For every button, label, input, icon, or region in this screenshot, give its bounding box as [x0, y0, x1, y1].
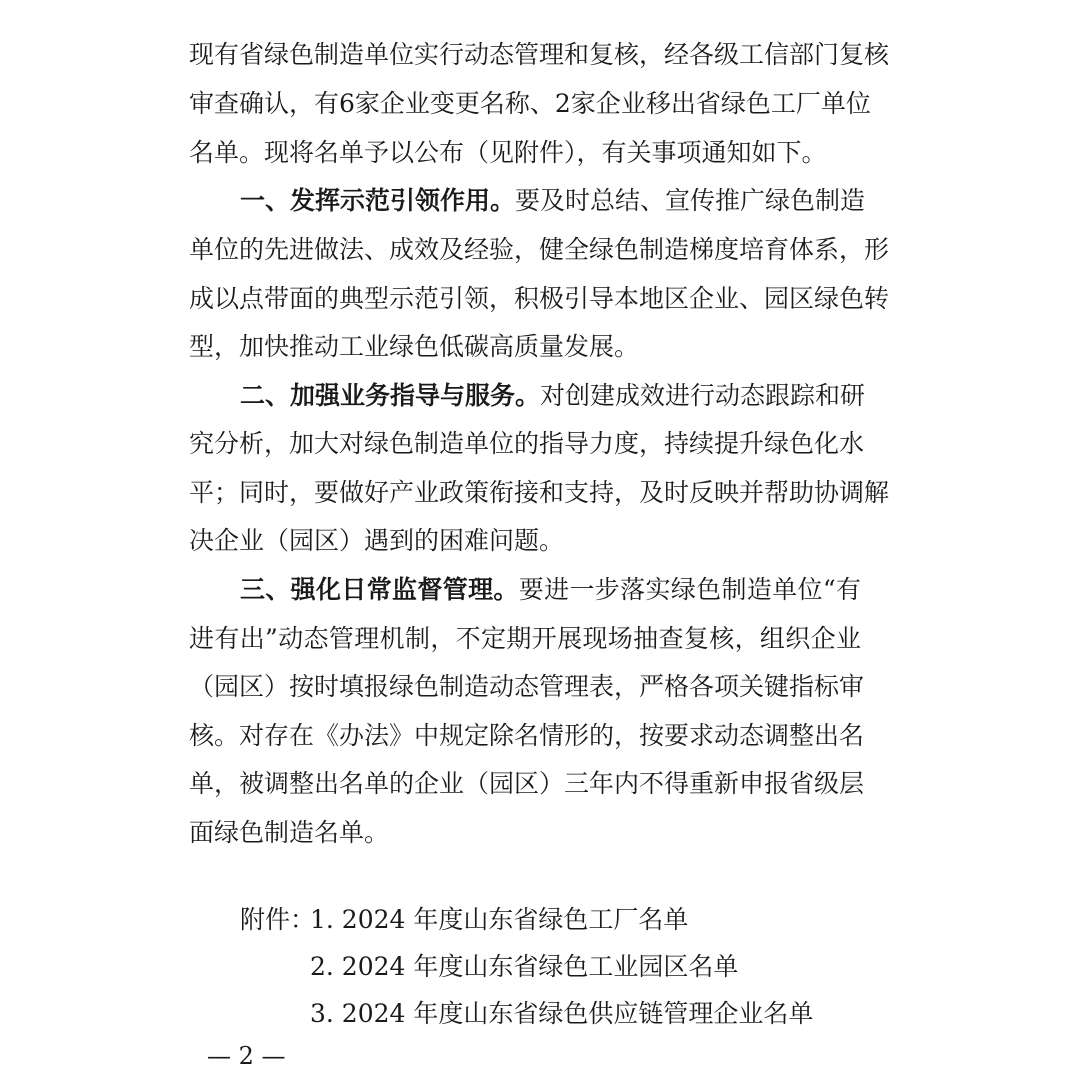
page-number: — 2 — — [207, 1042, 286, 1070]
section3-first-line-text: 要进一步落实绿色制造单位“有 — [518, 575, 861, 604]
section2-first-line — [240, 374, 866, 418]
section2-heading: 二、加强业务指导与服务。 — [240, 381, 541, 410]
section3-line-2: 进有出”动态管理机制，不定期开展现场抽查复核，组织企业 — [189, 624, 861, 653]
section3-line-3: （园区）按时填报绿色制造动态管理表，严格各项关键指标审 — [189, 672, 865, 701]
section2-first-line-text: 对创建成效进行动态跟踪和研 — [540, 381, 866, 410]
section3-first-line — [240, 568, 861, 612]
section1-first-line — [240, 179, 866, 223]
intro-line-2: 审查确认，有6家企业变更名称、2家企业移出省绿色工厂单位 — [189, 89, 871, 118]
section3-line-5: 单，被调整出名单的企业（园区）三年内不得重新申报省级层 — [189, 769, 865, 798]
attachment-item-1: 1. 2024 年度山东省绿色工厂名单 — [310, 905, 689, 934]
attachment-item-2: 2. 2024 年度山东省绿色工业园区名单 — [310, 952, 739, 981]
section1-line-3: 成以点带面的典型示范引领，积极引导本地区企业、园区绿色转 — [189, 284, 890, 313]
attachment-item-3: 3. 2024 年度山东省绿色供应链管理企业名单 — [310, 999, 814, 1028]
section1-line-4: 型，加快推动工业绿色低碳高质量发展。 — [189, 332, 640, 361]
intro-line-1: 现有省绿色制造单位实行动态管理和复核，经各级工信部门复核 — [189, 40, 890, 69]
intro-line-3: 名单。现将名单予以公布（见附件），有关事项通知如下。 — [189, 138, 827, 167]
section1-heading: 一、发挥示范引领作用。 — [240, 186, 516, 215]
section1-first-line-text: 要及时总结、宣传推广绿色制造 — [515, 186, 866, 215]
section3-line-4: 核。对存在《办法》中规定除名情形的，按要求动态调整出名 — [189, 721, 865, 750]
section2-line-3: 平；同时，要做好产业政策衔接和支持，及时反映并帮助协调解 — [189, 478, 890, 507]
section3-heading: 三、强化日常监督管理。 — [240, 575, 519, 604]
section3-line-6: 面绿色制造名单。 — [189, 818, 390, 847]
section2-line-2: 究分析，加大对绿色制造单位的指导力度，持续提升绿色化水 — [189, 429, 865, 458]
section1-line-2: 单位的先进做法、成效及经验，健全绿色制造梯度培育体系，形 — [189, 235, 890, 264]
section2-line-4: 决企业（园区）遇到的困难问题。 — [189, 526, 565, 555]
attachments-label: 附件： — [240, 905, 316, 934]
